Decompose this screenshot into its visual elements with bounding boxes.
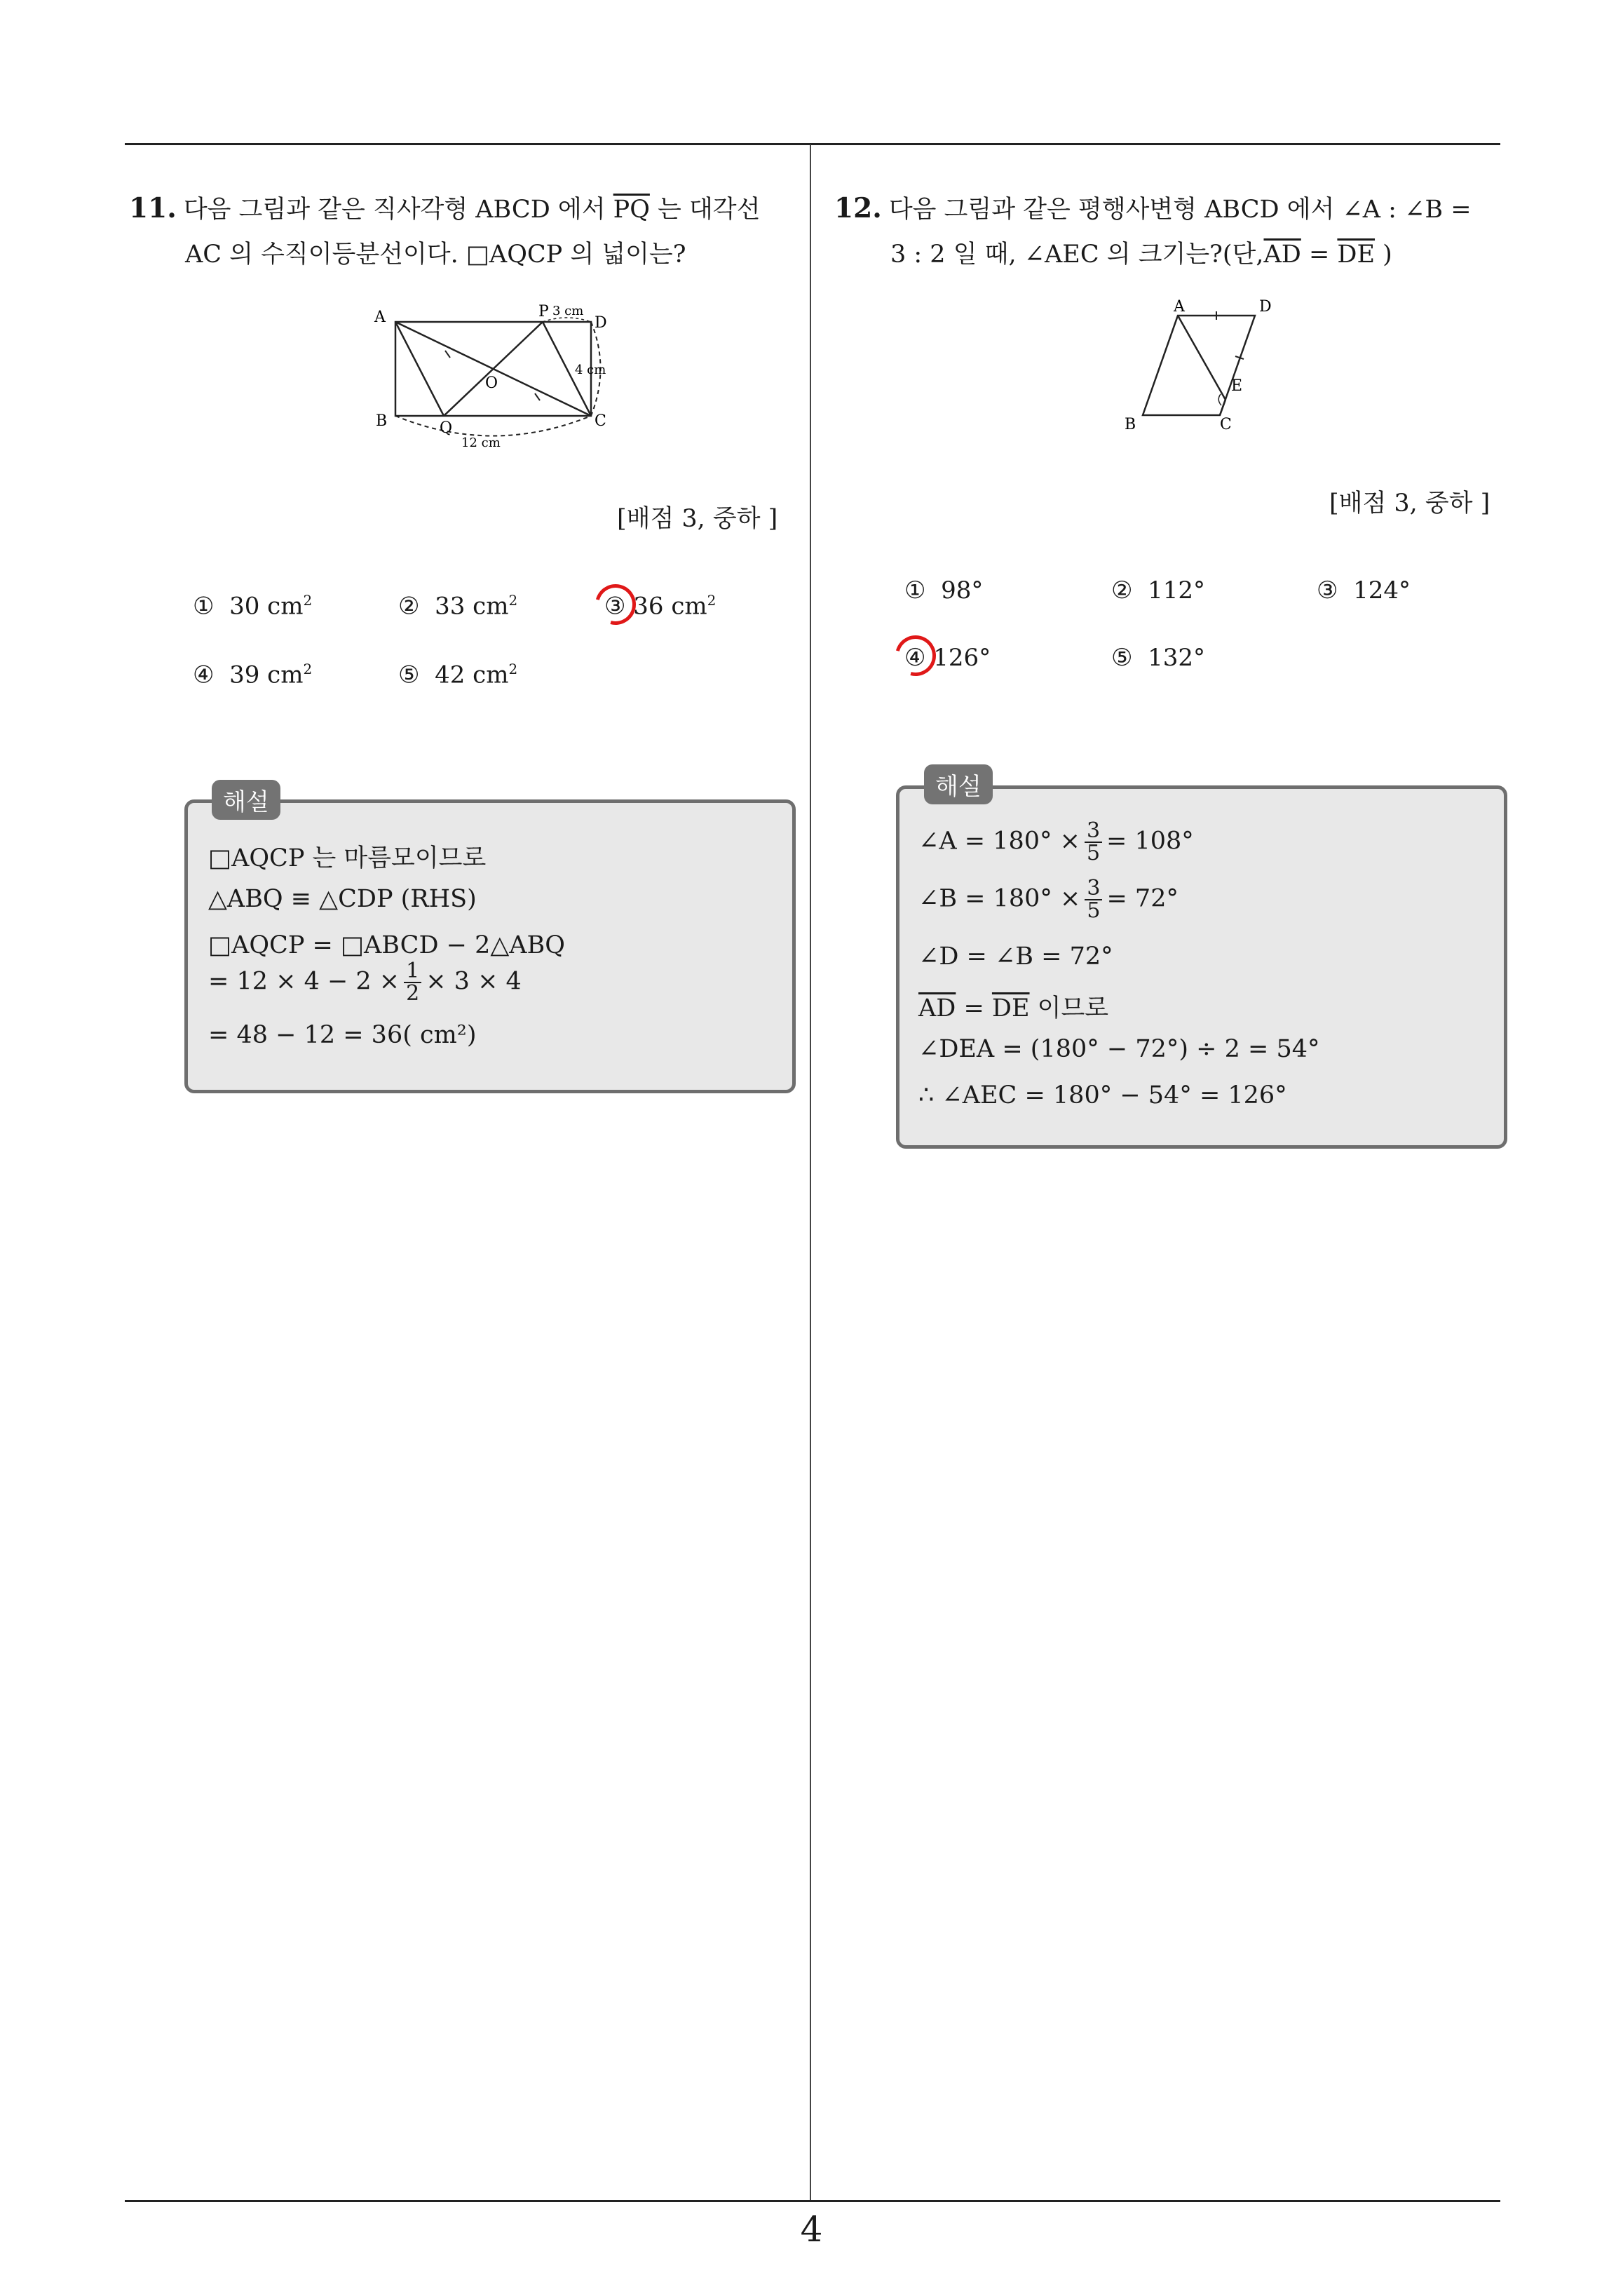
q12-solution-line2-a: ∠B = 180° × xyxy=(918,884,1081,913)
q11-length-bc: 12 cm xyxy=(461,435,501,450)
q12-label-c: C xyxy=(1220,416,1232,433)
q12-solution-line1-b: = 108° xyxy=(1106,827,1194,856)
q12-text-eq: = xyxy=(1301,241,1338,269)
q12-choice-1-value: 98° xyxy=(941,576,984,605)
q11-choice-3-value: 36 cm xyxy=(633,592,707,621)
q12-fraction-1-denominator: 5 xyxy=(1086,841,1101,865)
q12-solution-line2-b: = 72° xyxy=(1106,884,1179,913)
q12-solution-line4 xyxy=(918,989,1108,1024)
q11-choice-4-sup: 2 xyxy=(303,661,313,677)
q11-choice-3-mark: ③ xyxy=(604,592,626,621)
q11-solution-line1: □AQCP 는 마름모이므로 xyxy=(208,844,487,872)
q11-score: [배점 3, 중하 ] xyxy=(617,505,778,533)
q11-answer-circle xyxy=(588,576,643,632)
q11-text-line2: AC 의 수직이등분선이다. □AQCP 의 넓이는? xyxy=(185,241,686,269)
q11-choice-1[interactable] xyxy=(193,592,312,620)
q11-solution-line5: = 48 − 12 = 36( cm²) xyxy=(208,1021,477,1049)
q11-choice-4[interactable] xyxy=(193,661,312,689)
q12-choice-3[interactable] xyxy=(1317,576,1411,605)
q12-choice-1-mark: ① xyxy=(904,576,926,605)
q12-score: [배점 3, 중하 ] xyxy=(1329,489,1490,518)
q12-label-a: A xyxy=(1174,298,1185,316)
q11-choice-2-sup: 2 xyxy=(508,592,518,609)
q12-parallelogram-figure xyxy=(1115,295,1283,435)
q11-stem xyxy=(129,186,802,277)
q11-label-o: O xyxy=(485,374,498,392)
q12-solution-line5: ∠DEA = (180° − 72°) ÷ 2 = 54° xyxy=(918,1035,1320,1063)
q11-label-p: P xyxy=(538,303,549,320)
q11-text-b: 는 대각선 xyxy=(649,196,761,224)
q12-choice-5-mark: ⑤ xyxy=(1111,644,1133,672)
q12-solution-line6: ∴ ∠AEC = 180° − 54° = 126° xyxy=(918,1081,1287,1109)
q11-label-b: B xyxy=(376,412,388,430)
q11-label-a: A xyxy=(374,309,386,326)
q11-choice-1-value: 30 cm xyxy=(229,592,304,621)
q12-choice-4-mark: ④ xyxy=(904,644,926,672)
q11-solution-line3: □AQCP = □ABCD − 2△ABQ xyxy=(208,931,565,959)
q12-label-b: B xyxy=(1125,416,1136,433)
q12-choice-3-mark: ③ xyxy=(1317,576,1338,605)
q11-choice-5[interactable] xyxy=(398,661,517,689)
q12-choice-1[interactable] xyxy=(904,576,983,605)
q11-choice-2-mark: ② xyxy=(398,592,420,621)
q11-number: 11. xyxy=(129,192,177,224)
q11-solution-line4-b: × 3 × 4 xyxy=(426,967,522,996)
q12-fraction-1-numerator: 3 xyxy=(1085,821,1102,843)
q12-fraction-2-numerator: 3 xyxy=(1085,878,1102,900)
top-rule xyxy=(125,143,1500,145)
page-number: 4 xyxy=(800,2209,823,2250)
q12-text-line2-b: ) xyxy=(1375,241,1392,269)
q11-length-cd: 4 cm xyxy=(575,363,606,377)
q11-choice-5-sup: 2 xyxy=(508,661,518,677)
q12-choice-5-value: 132° xyxy=(1148,644,1206,672)
q12-text-line1: 다음 그림과 같은 평행사변형 ABCD 에서 ∠A : ∠B = xyxy=(888,196,1472,224)
q11-choice-3-sup: 2 xyxy=(707,592,717,609)
q11-segment-pq: $\overline{PQ}$ xyxy=(613,196,650,224)
q12-solution-segment-ad: $\overline{AD}$ xyxy=(918,994,956,1022)
q11-solution-line4 xyxy=(208,961,522,1004)
q12-solution-segment-de: $\overline{DE}$ xyxy=(991,994,1030,1022)
q12-solution-line4-eq: = xyxy=(956,994,992,1022)
q11-solution-fraction xyxy=(404,961,421,1004)
q11-rectangle-figure xyxy=(372,298,624,452)
q11-choice-1-sup: 2 xyxy=(303,592,313,609)
q12-solution-fraction-2 xyxy=(1085,878,1102,921)
q12-answer-circle xyxy=(888,628,943,683)
q12-choice-2-mark: ② xyxy=(1111,576,1133,605)
q12-label-e: E xyxy=(1231,377,1243,395)
q11-choice-4-mark: ④ xyxy=(193,661,215,689)
q12-solution-line3: ∠D = ∠B = 72° xyxy=(918,943,1113,971)
bottom-rule xyxy=(125,2200,1500,2202)
q12-choice-3-value: 124° xyxy=(1353,576,1411,605)
q12-fraction-2-denominator: 5 xyxy=(1087,898,1101,923)
q11-solution-line4-a: = 12 × 4 − 2 × xyxy=(208,967,400,996)
q12-solution-line1 xyxy=(918,818,1194,865)
q11-choice-5-value: 42 cm xyxy=(435,661,509,689)
q12-solution-line4-b: 이므로 xyxy=(1029,994,1109,1022)
q11-fraction-denominator: 2 xyxy=(406,981,420,1006)
q12-text-line2 xyxy=(834,232,1507,277)
q11-choice-1-mark: ① xyxy=(193,592,215,621)
q11-choice-5-mark: ⑤ xyxy=(398,661,420,689)
q12-choice-4-value: 126° xyxy=(933,644,991,672)
q12-solution-line2 xyxy=(918,878,1179,921)
q12-segment-ad: $\overline{AD}$ xyxy=(1263,241,1301,269)
column-divider xyxy=(810,144,811,2202)
q12-choice-5[interactable] xyxy=(1111,644,1205,672)
q12-solution-fraction-1 xyxy=(1085,818,1102,865)
q12-text-line2-a: 3 : 2 일 때, ∠AEC 의 크기는?(단, xyxy=(890,241,1264,269)
q11-label-d: D xyxy=(595,314,607,332)
q12-choice-2-value: 112° xyxy=(1148,576,1206,605)
q11-solution-line2: △ABQ ≡ △CDP (RHS) xyxy=(208,885,477,913)
q12-segment-de: $\overline{DE}$ xyxy=(1337,241,1376,269)
q12-number: 12. xyxy=(834,192,882,224)
q12-solution-tag: 해설 xyxy=(924,764,993,804)
q12-solution-line1-a: ∠A = 180° × xyxy=(918,827,1080,856)
q11-solution-tag: 해설 xyxy=(212,780,280,820)
q12-stem xyxy=(834,186,1507,277)
q11-fraction-numerator: 1 xyxy=(404,961,421,983)
q12-choice-2[interactable] xyxy=(1111,576,1205,605)
q12-label-d: D xyxy=(1259,298,1272,316)
q11-choice-4-value: 39 cm xyxy=(229,661,304,689)
q11-choice-2-value: 33 cm xyxy=(435,592,509,621)
q11-label-q: Q xyxy=(440,419,453,437)
q11-length-pd: 3 cm xyxy=(552,304,584,318)
q11-label-c: C xyxy=(595,412,606,430)
q11-choice-2[interactable] xyxy=(398,592,517,620)
q11-text-a: 다음 그림과 같은 직사각형 ABCD 에서 xyxy=(183,196,613,224)
